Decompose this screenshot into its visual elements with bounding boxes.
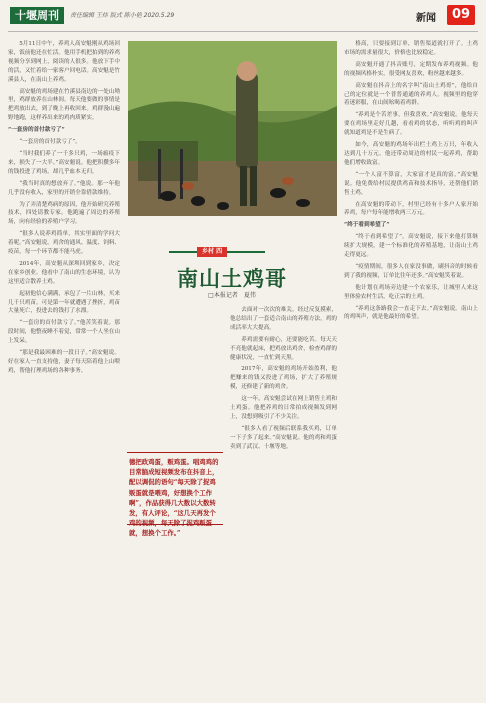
article-paragraph: 这一年，高安魁尝试在网上销售土鸡和土鸡蛋。他把养鸡的日常拍成视频发到网上，没想到吸引了不少关注。 (230, 396, 337, 420)
editor-credits: 责任编辑 王炜 版式 陈小艳 2020.5.29 (70, 12, 175, 19)
header-divider (8, 31, 478, 32)
article-title: 南山土鸡哥 (177, 266, 287, 291)
article-paragraph: “疫情期间，很多人在家没事做，刷抖音的时候看到了我的视频，订单比往年还多。”高安魁笑着说。 (344, 263, 478, 279)
article-paragraph: “一个人富不算富，大家富才是真的富。”高安魁说。他免费给村民提供鸡苗和技术指导，还帮他们销售土鸡。 (344, 171, 478, 196)
article-paragraph: 高安魁开通了抖音账号，定期发布养鸡视频。他的视频风格朴实，很受网友喜欢，粉丝越来越多。 (344, 61, 478, 77)
rural-section-tag (169, 247, 265, 257)
article-paragraph: “很多人说养鸡简单，其实里面的学问大着呢。”高安魁说。鸡舍的通风、温度、饲料、疫苗，每一个环节都不能马虎。 (8, 231, 120, 256)
article-paragraph: 格高，只要接到订单，销售渠道就打开了。土鸡市场的需求量很大，价格也比较稳定。 (344, 41, 478, 56)
article-paragraph: “养鸡这条路我会一直走下去。”高安魁说。南山上的鸡叫声，就是他最好的希望。 (344, 305, 478, 321)
article-paragraph: “那是我最困难的一段日子。”高安魁说。好在家人一直支持他，妻子每天陪着他上山喂鸡，帮他打理鸡场的各种事务。 (8, 350, 120, 374)
newspaper-logo: 十堰周刊 (10, 7, 64, 24)
article-paragraph: 如今，高安魁的鸡场年出栏土鸡上万只，年收入达到几十万元。他还带动周边的村民一起养鸡，帮助他们增收致富。 (344, 142, 478, 166)
article-byline: □本报记者 夏伟 (208, 292, 256, 299)
section-name: 新闻 (416, 13, 436, 24)
article-paragraph: 去面对一次次的难关。经过反复摸索，他总结出了一套适合南山的养殖方法，鸡的成活率大大提高。 (230, 307, 337, 331)
article-paragraph: “养鸡是个苦差事，但我喜欢。”高安魁说。他每天要在鸡场里走好几趟，看看鸡的状态，听听鸡的叫声就知道鸡是不是生病了。 (344, 112, 478, 137)
article-paragraph: “当时我们养了一千多只鸡，一场瘟疫下来，损失了一大半。”高安魁说。他把积攒多年的钱投进了鸡场，却几乎血本无归。 (8, 150, 120, 175)
pull-quote (127, 452, 223, 538)
page-header (0, 0, 486, 30)
article-paragraph: 5月11日中午，养鸡人高安魁刚从鸡场回家，饭前他还在忙活。他用手机把拍到的养鸡视频分享到网上，阅读的人很多。他放下手中的活，又忙着给一家客户回电话。高安魁是竹溪县人，在南山上养鸡。 (8, 41, 120, 83)
article-paragraph: 高安魁在抖音上的名字叫“南山土鸡哥”，他给自己的定位就是一个普普通通的养鸡人。视频里的他穿着迷彩服，在山间吆喝着鸡群。 (344, 82, 478, 107)
article-paragraph: 2017年，高安魁的鸡场开始盈利，他把赚来的钱又投进了鸡场，扩大了养殖规模，还修建了新的鸡舍。 (230, 366, 337, 391)
section-subhead: “终于看到希望了” (344, 222, 390, 229)
article-paragraph: 在高安魁的带动下，村里已经有十多户人家开始养鸡，每户每年能增收两三万元。 (344, 201, 478, 217)
article-paragraph: 他计划在鸡场旁边建一个农家乐，让城里人来这里体验农村生活，吃正宗的土鸡。 (344, 284, 478, 300)
article-paragraph: “我当时真的想放弃了。”他说。那一年他几乎没有收入，家里的开销全靠借款维持。 (8, 180, 120, 196)
pull-quote-text: 德把政鸡蛋，贩鸡蛋。唱鸡鸡的目常脑成短视频发布在抖音上，配以调侃的语句“每天除了捉鸡贩蛋就是喂鸡，好想换个工作啊”，作品获得几大数以大数转发，有人评论，“这几天再发个鸡的视频，每天除了捉鸡贩蛋就，想换个工作。” (129, 458, 219, 538)
article-column-2 (230, 306, 337, 695)
article-paragraph: 养鸡需要有耐心，还要能吃苦。每天天不亮他就起床，把鸡放出鸡舍，检查鸡群的健康状况，一直忙到天黑。 (230, 336, 337, 361)
article-paragraph: 起初他信心满满，承包了一片山林，买来几千只鸡苗。可是第一年就遭遇了挫折，鸡苗大量死亡，投进去的钱打了水漂。 (8, 290, 120, 315)
article-paragraph: “一套房的首付款亏了”。 (19, 139, 81, 146)
article-column-1 (8, 40, 120, 695)
man-with-chickens-image (128, 41, 337, 216)
article-paragraph: “很多人看了视频后联系我买鸡，订单一下子多了起来。”高安魁说。他的鸡和鸡蛋卖到了武汉、十堰等地。 (230, 425, 337, 450)
article-paragraph: 2014年，高安魁从深圳回到家乡，决定在家乡创业。他看中了南山的生态环境，认为这里适合散养土鸡。 (8, 260, 120, 285)
tag-label: 乡村 四 (197, 247, 227, 257)
article-column-3 (344, 40, 478, 695)
article-paragraph: 高安魁的鸡场建在竹溪县南边的一处山坳里，鸡群放养在山林间。每天他要做的事情是把鸡放出去，到了晚上再收回来。鸡群漫山遍野地跑，这样养出来的鸡肉质紧实。 (8, 88, 120, 122)
article-paragraph: 为了弄清楚鸡病的原因，他开始研究养殖技术，四处请教专家。他跑遍了周边的养殖场，向有经验的养殖户学习。 (8, 201, 120, 226)
page-number-badge: 09 (447, 5, 475, 25)
article-paragraph: “终于看到希望了”。高安魁说，接下来他打算继续扩大规模，建一个标准化的养殖基地，让南山土鸡走得更远。 (344, 234, 478, 259)
article-paragraph: “一套房的首付款亏了。”他苦笑着说。那段时间，他整夜睡不着觉，常常一个人坐在山上发呆。 (8, 320, 120, 345)
article-photo (128, 41, 337, 216)
section-subhead: “一套房的首付款亏了” (8, 127, 65, 134)
